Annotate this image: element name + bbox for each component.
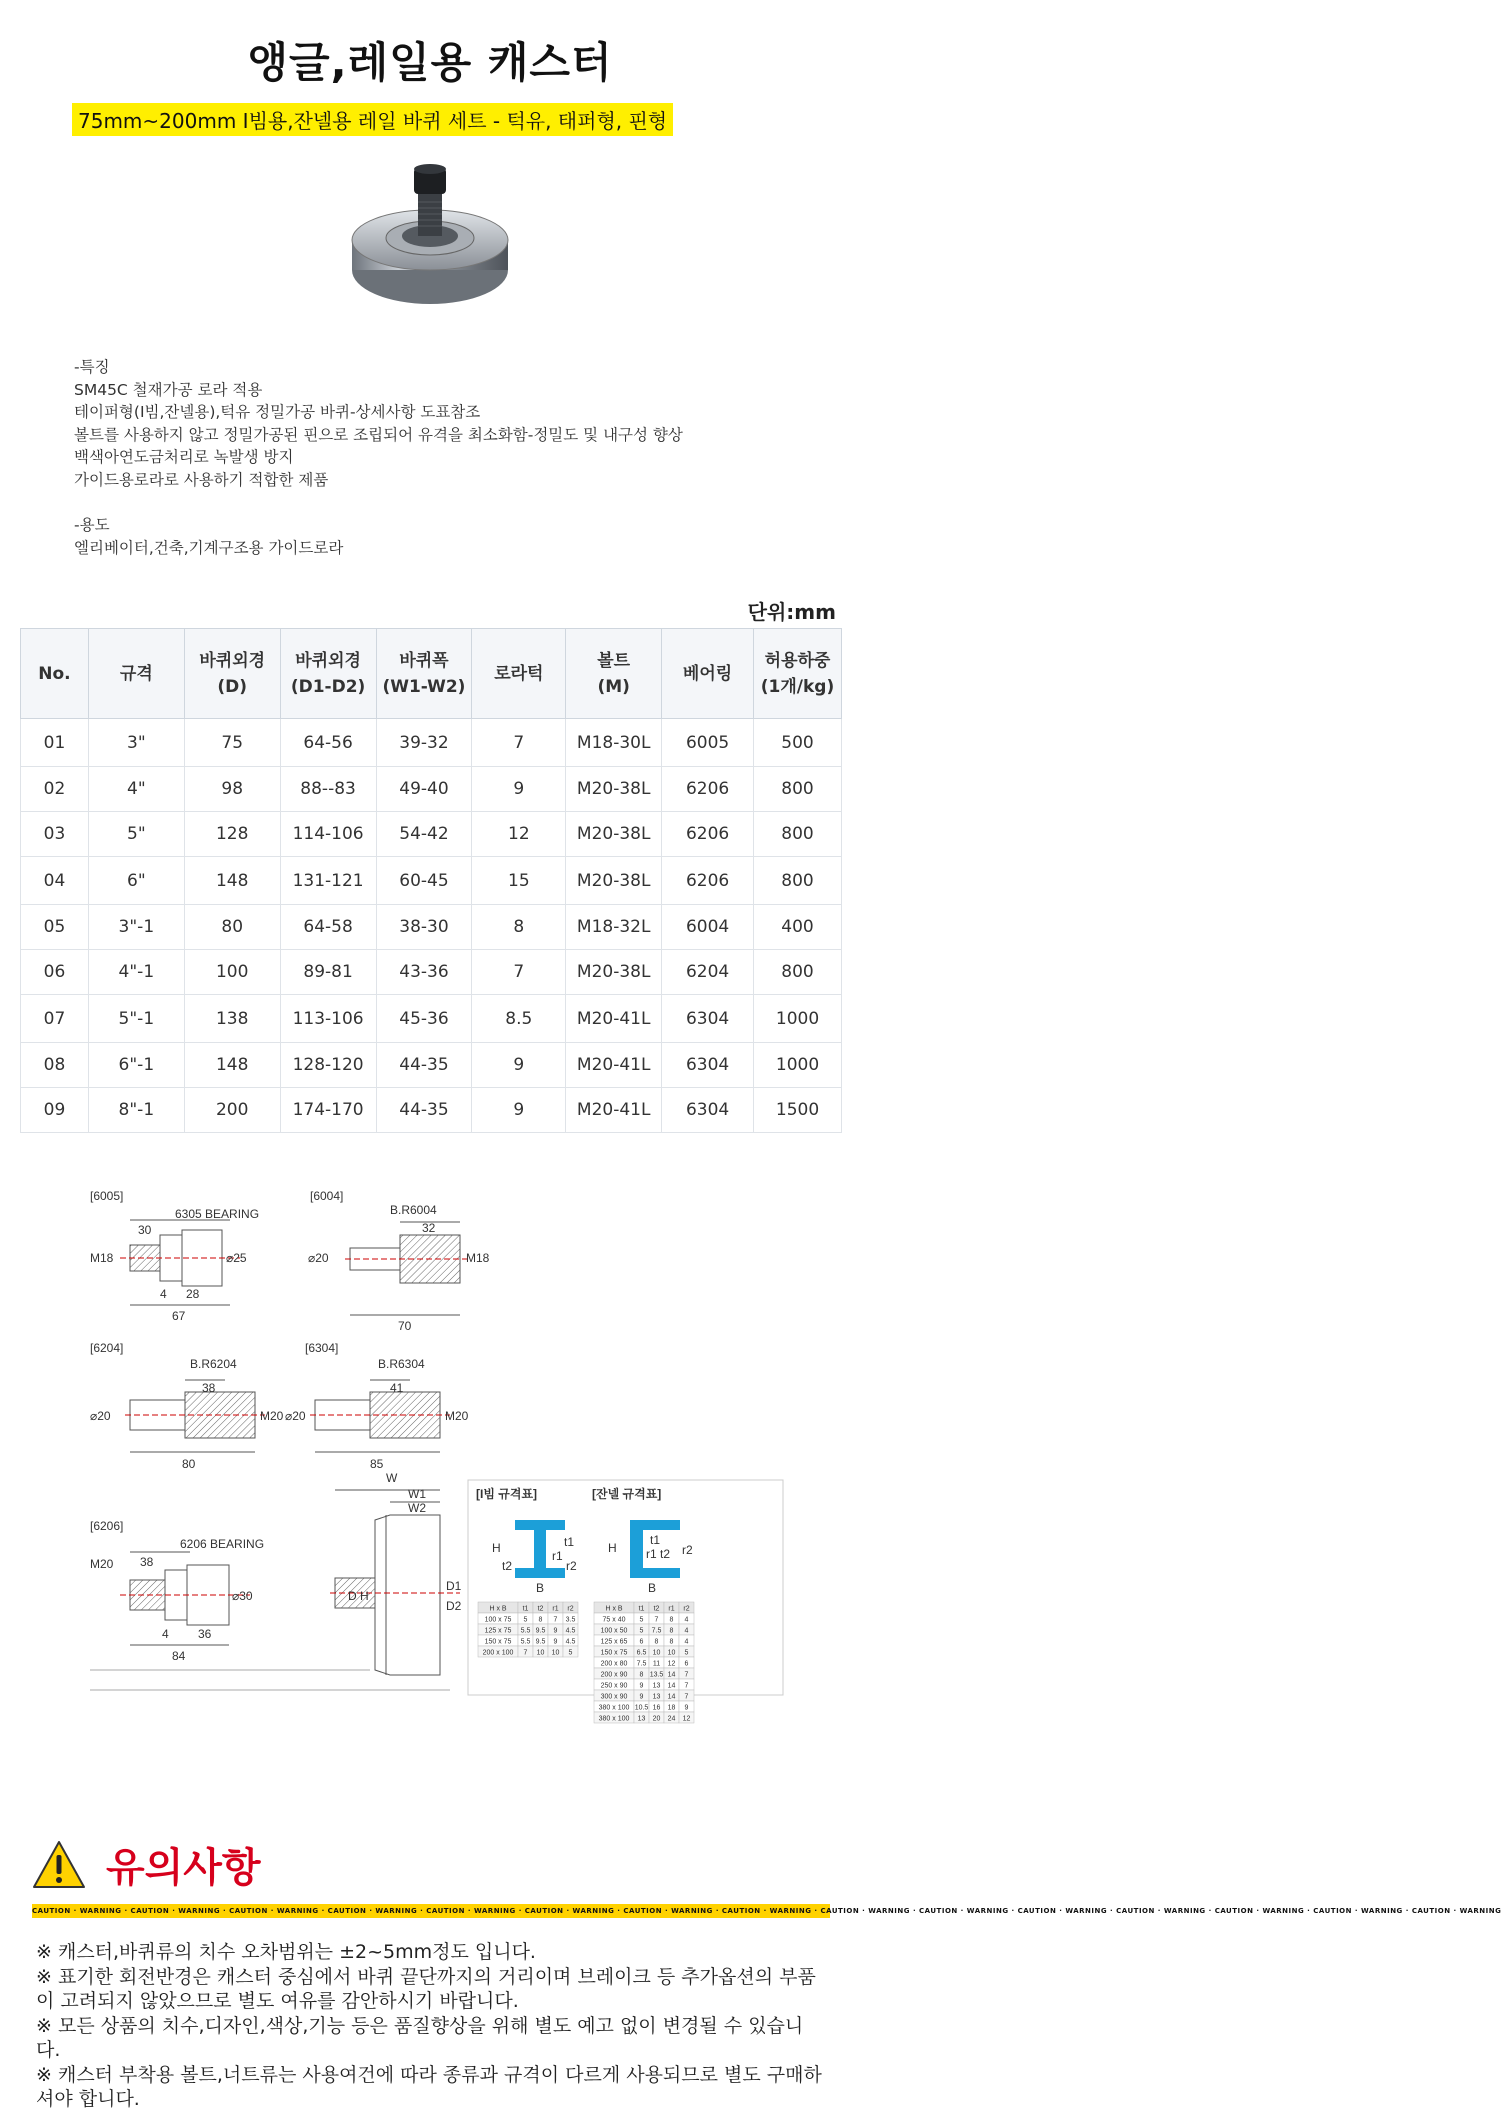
beam-table-cell: 8 (538, 1616, 543, 1624)
drawing-label: W (386, 1471, 398, 1485)
beam-table-cell: 10 (536, 1649, 545, 1657)
beam-table-cell: 5.5 (520, 1638, 531, 1646)
notice-item: ※ 모든 상품의 치수,디자인,색상,기능 등은 품질향상을 위해 별도 예고 없이 변경될 수 있습니다. (36, 2014, 804, 2061)
table-cell: 03 (21, 812, 89, 857)
usage-text: 엘리베이터,건축,기계구조용 가이드로라 (74, 538, 344, 557)
beam-table-cell: 10 (551, 1649, 560, 1657)
beam-table-cell: H x B (605, 1605, 623, 1613)
drawing-label: B.R6004 (390, 1203, 437, 1217)
table-cell: 8 (472, 905, 566, 950)
table-cell: 60-45 (376, 857, 472, 905)
table-cell: M20-38L (566, 767, 662, 812)
table-cell: 4"-1 (88, 950, 184, 995)
table-cell: 44-35 (376, 1088, 472, 1133)
channel-label-r2: r2 (682, 1543, 693, 1557)
feature-item: 백색아연도금처리로 녹발생 방지 (74, 448, 294, 467)
table-cell: 400 (754, 905, 842, 950)
beam-table-cell: 100 x 50 (600, 1627, 628, 1635)
beam-table-cell: t1 (522, 1605, 529, 1613)
table-cell: 02 (21, 767, 89, 812)
beam-table-cell: 125 x 65 (600, 1638, 628, 1646)
table-cell: 89-81 (280, 950, 376, 995)
drawing-label: 67 (172, 1309, 186, 1323)
drawing-label: [6204] (90, 1341, 124, 1355)
beam-table-cell: r1 (552, 1605, 559, 1613)
beam-table-cell: 150 x 75 (484, 1638, 512, 1646)
table-cell: 8"-1 (88, 1088, 184, 1133)
table-cell: 09 (21, 1088, 89, 1133)
table-cell: M20-38L (566, 950, 662, 995)
table-cell: 128 (184, 812, 280, 857)
table-cell: 49-40 (376, 767, 472, 812)
table-cell: 07 (21, 995, 89, 1043)
table-row (21, 1088, 842, 1133)
beam-table-cell: 5.5 (520, 1627, 531, 1635)
table-cell: 45-36 (376, 995, 472, 1043)
table-row (21, 1043, 842, 1088)
table-cell: 1000 (754, 995, 842, 1043)
beam-table-cell: 7 (684, 1671, 689, 1679)
beam-table-cell: 9 (639, 1693, 644, 1701)
beam-table-cell: 12 (682, 1715, 691, 1723)
table-cell: 39-32 (376, 719, 472, 767)
beam-table-cell: 8 (669, 1616, 674, 1624)
feature-item: 볼트를 사용하지 않고 정밀가공된 핀으로 조립되어 유격을 최소화함-정밀도 및 내구성 향상 (74, 425, 683, 444)
drawing-label: D1 (446, 1579, 462, 1593)
table-cell: M20-38L (566, 857, 662, 905)
beam-table-cell: 125 x 75 (484, 1627, 512, 1635)
table-cell: 5"-1 (88, 995, 184, 1043)
beam-table-cell: 14 (667, 1682, 676, 1690)
beam-table-cell: r2 (567, 1605, 574, 1613)
table-cell: 9 (472, 1088, 566, 1133)
beam-table-cell: 7 (684, 1693, 689, 1701)
beam-table-cell: 9 (553, 1638, 558, 1646)
beam-table-cell: 5 (639, 1616, 644, 1624)
table-cell: 800 (754, 950, 842, 995)
drawing-label: M20 (260, 1409, 284, 1423)
table-row (21, 719, 842, 767)
beam-table-cell: 13 (637, 1715, 646, 1723)
table-cell: M20-41L (566, 1043, 662, 1088)
table-row (21, 905, 842, 950)
table-cell: 15 (472, 857, 566, 905)
drawing-label: B.R6304 (378, 1357, 425, 1371)
beam-table-cell: H x B (489, 1605, 507, 1613)
table-cell: 5" (88, 812, 184, 857)
table-cell: M20-41L (566, 1088, 662, 1133)
table-cell: 114-106 (280, 812, 376, 857)
drawing-label: 4 (160, 1287, 167, 1301)
table-cell: 8.5 (472, 995, 566, 1043)
beam-table-cell: 200 x 90 (600, 1671, 628, 1679)
drawing-label: ⌀25 (226, 1251, 247, 1265)
table-cell: 12 (472, 812, 566, 857)
drawing-label: 32 (422, 1221, 436, 1235)
table-row (21, 857, 842, 905)
beam-table-cell: 7 (684, 1682, 689, 1690)
table-cell: 6206 (662, 857, 754, 905)
ibeam-label-b: B (536, 1581, 545, 1595)
table-cell: 3" (88, 719, 184, 767)
beam-table-cell: 10 (667, 1649, 676, 1657)
channel-label-b: B (648, 1581, 657, 1595)
beam-table-cell: 6.5 (636, 1649, 647, 1657)
features-section (74, 356, 683, 559)
beam-table-cell: 20 (652, 1715, 661, 1723)
drawing-label: D (348, 1589, 357, 1603)
table-cell: 148 (184, 857, 280, 905)
drawing-label: 38 (202, 1381, 216, 1395)
drawing-label: 80 (182, 1457, 196, 1471)
drawing-label: M18 (466, 1251, 490, 1265)
notice-title: 유의사항 (106, 1845, 261, 1891)
col-header: 바퀴외경 (D1-D2) (280, 629, 376, 719)
col-header: 규격 (88, 629, 184, 719)
unit-label: 단위:mm (747, 600, 836, 624)
table-cell: 100 (184, 950, 280, 995)
table-cell: 43-36 (376, 950, 472, 995)
beam-table-cell: 8 (669, 1638, 674, 1646)
product-subtitle: 75mm~200mm I빔용,잔넬용 레일 바퀴 세트 - 턱유, 태퍼형, 핀형 (72, 103, 673, 136)
beam-table-cell: 380 x 100 (598, 1704, 630, 1712)
table-cell: 200 (184, 1088, 280, 1133)
beam-table-cell: t2 (537, 1605, 544, 1613)
beam-table-cell: 9 (553, 1627, 558, 1635)
col-header: 바퀴외경 (D) (184, 629, 280, 719)
table-cell: 98 (184, 767, 280, 812)
beam-table-cell: 9 (639, 1682, 644, 1690)
beam-table-cell: 300 x 90 (600, 1693, 628, 1701)
beam-table-cell: 13.5 (649, 1671, 664, 1679)
table-cell: 6304 (662, 1043, 754, 1088)
beam-table-cell: 3.5 (565, 1616, 576, 1624)
beam-table-cell: t2 (653, 1605, 660, 1613)
table-cell: 800 (754, 857, 842, 905)
ibeam-label-t1: t1 (564, 1535, 575, 1549)
channel-title: [잔넬 규격표] (592, 1487, 662, 1501)
table-cell: 6304 (662, 995, 754, 1043)
table-cell: 1500 (754, 1088, 842, 1133)
notice-item: ※ 캐스터,바퀴류의 치수 오차범위는 ±2~5mm정도 입니다. (36, 1941, 536, 1963)
beam-table-cell: 8 (669, 1627, 674, 1635)
table-cell: 6206 (662, 812, 754, 857)
col-header: 바퀴폭 (W1-W2) (376, 629, 472, 719)
beam-table-cell: 7.5 (636, 1660, 647, 1668)
beam-table-cell: 9.5 (535, 1638, 546, 1646)
drawing-label: 41 (390, 1381, 404, 1395)
drawing-label: H (360, 1589, 369, 1603)
table-cell: 6"-1 (88, 1043, 184, 1088)
beam-table-cell: 8 (639, 1671, 644, 1679)
features-heading: -특징 (74, 358, 110, 376)
table-cell: 3"-1 (88, 905, 184, 950)
notice-list (36, 1940, 826, 2112)
beam-table-cell: 7 (553, 1616, 558, 1624)
beam-table-cell: 4 (684, 1638, 689, 1646)
drawing-label: [6206] (90, 1519, 124, 1533)
usage-heading: -용도 (74, 516, 110, 535)
table-cell: 54-42 (376, 812, 472, 857)
beam-table-cell: r2 (683, 1605, 690, 1613)
beam-table-cell: 14 (667, 1693, 676, 1701)
channel-label-h: H (608, 1541, 617, 1555)
table-cell: 88--83 (280, 767, 376, 812)
drawing-label: [6004] (310, 1189, 344, 1203)
beam-table-cell: 5 (684, 1649, 689, 1657)
drawing-label: 6305 BEARING (175, 1207, 260, 1221)
table-cell: 1000 (754, 1043, 842, 1088)
col-header: No. (21, 629, 89, 719)
drawing-label: 36 (198, 1627, 212, 1641)
table-cell: 64-58 (280, 905, 376, 950)
drawing-label: M20 (445, 1409, 469, 1423)
beam-table-cell: 14 (667, 1671, 676, 1679)
beam-table-cell: 6 (639, 1638, 644, 1646)
beam-table-cell: 4 (684, 1616, 689, 1624)
channel-label-r1: r1 (646, 1547, 657, 1561)
drawing-label: [6005] (90, 1189, 124, 1203)
beam-table-cell: 16 (652, 1704, 661, 1712)
table-cell: 4" (88, 767, 184, 812)
beam-table-cell: 7 (654, 1616, 659, 1624)
beam-table-cell: 4.5 (565, 1638, 576, 1646)
channel-label-t2: t2 (660, 1547, 671, 1561)
table-cell: 6005 (662, 719, 754, 767)
channel-label-t1: t1 (650, 1533, 661, 1547)
product-image (340, 158, 520, 318)
beam-table-cell: 9.5 (535, 1627, 546, 1635)
col-header: 볼트 (M) (566, 629, 662, 719)
caution-band: CAUTION · WARNING · CAUTION · WARNING · CAUTION · WARNING · CAUTION · WARNING · CAUTION · WARNING · CAUTION · WARNING · CAUTION · WARNING · CAUTION · WARNING · CAUTION · WARNING · CAUTION · WARNING · CAUTION · WARNING · CAUTION · WARNING · CAUTION · WARNING · CAUTION · WARNING · CAUTION · WARNING (32, 1904, 830, 1918)
notice-header (32, 1836, 261, 1893)
warning-icon (32, 1840, 86, 1890)
drawing-label: ⌀30 (232, 1589, 253, 1603)
drawing-label: ⌀20 (308, 1251, 329, 1265)
col-header: 허용하중 (1개/kg) (754, 629, 842, 719)
table-cell: 80 (184, 905, 280, 950)
table-cell: 131-121 (280, 857, 376, 905)
beam-table-cell: 13 (652, 1682, 661, 1690)
notice-item: ※ 표기한 회전반경은 캐스터 중심에서 바퀴 끝단까지의 거리이며 브레이크 등 추가옵션의 부품이 고려되지 않았으므로 별도 여유를 감안하시기 바랍니다. (36, 1965, 816, 2012)
table-cell: 75 (184, 719, 280, 767)
col-header: 베어링 (662, 629, 754, 719)
table-cell: 38-30 (376, 905, 472, 950)
drawing-label: 6206 BEARING (180, 1537, 265, 1551)
beam-table-cell: 5 (523, 1616, 528, 1624)
table-row (21, 995, 842, 1043)
table-row (21, 950, 842, 995)
drawing-label: 38 (140, 1555, 154, 1569)
beam-table-cell: 100 x 75 (484, 1616, 512, 1624)
feature-item: 테이퍼형(I빔,잔넬용),턱유 정밀가공 바퀴-상세사항 도표참조 (74, 403, 481, 422)
beam-table-cell: 18 (667, 1704, 676, 1712)
table-cell: M18-32L (566, 905, 662, 950)
table-cell: M20-41L (566, 995, 662, 1043)
beam-table-cell: 13 (652, 1693, 661, 1701)
beam-table-cell: 5 (639, 1627, 644, 1635)
page-title: 앵글,레일용 캐스터 (247, 38, 613, 87)
notice-item: ※ 캐스터 부착용 볼트,너트류는 사용여건에 따라 종류과 규격이 다르게 사용되므로 별도 구매하셔야 합니다. (36, 2063, 822, 2110)
drawing-label: 4 (162, 1627, 169, 1641)
beam-table-cell: 200 x 100 (482, 1649, 514, 1657)
beam-table-cell: 10 (652, 1649, 661, 1657)
table-cell: 64-56 (280, 719, 376, 767)
drawing-label: ⌀20 (285, 1409, 306, 1423)
beam-table-cell: 4 (684, 1627, 689, 1635)
drawing-label: D2 (446, 1599, 462, 1613)
drawing-label: 70 (398, 1319, 412, 1333)
beam-table-cell: 10.5 (634, 1704, 649, 1712)
beam-table-cell: 4.5 (565, 1627, 576, 1635)
table-cell: 6206 (662, 767, 754, 812)
technical-drawings (90, 1180, 790, 1723)
beam-table-cell: 11 (652, 1660, 661, 1668)
ibeam-label-h: H (492, 1541, 501, 1555)
drawing-label: 28 (186, 1287, 200, 1301)
beam-table-cell: 24 (667, 1715, 676, 1723)
table-cell: 06 (21, 950, 89, 995)
table-cell: 113-106 (280, 995, 376, 1043)
table-cell: 500 (754, 719, 842, 767)
ibeam-label-r2: r2 (566, 1559, 577, 1573)
table-cell: 174-170 (280, 1088, 376, 1133)
spec-table (20, 628, 842, 1133)
drawing-label: B.R6204 (190, 1357, 237, 1371)
beam-table-cell: 8 (654, 1638, 659, 1646)
table-cell: 128-120 (280, 1043, 376, 1088)
col-header: 로라턱 (472, 629, 566, 719)
beam-table-cell: t1 (638, 1605, 645, 1613)
drawing-label: M20 (90, 1557, 114, 1571)
table-cell: 44-35 (376, 1043, 472, 1088)
beam-table-cell: 380 x 100 (598, 1715, 630, 1723)
drawing-label: [6304] (305, 1341, 339, 1355)
table-cell: 6004 (662, 905, 754, 950)
beam-table-cell: 75 x 40 (602, 1616, 626, 1624)
beam-table-cell: 12 (667, 1660, 676, 1668)
ibeam-title: [I빔 규격표] (476, 1487, 538, 1501)
drawing-label: 84 (172, 1649, 186, 1663)
table-cell: 9 (472, 1043, 566, 1088)
table-cell: 148 (184, 1043, 280, 1088)
beam-table-cell: 250 x 90 (600, 1682, 628, 1690)
table-cell: 800 (754, 812, 842, 857)
table-row (21, 812, 842, 857)
ibeam-label-r1: r1 (552, 1549, 563, 1563)
drawing-label: M18 (90, 1251, 114, 1265)
table-cell: 04 (21, 857, 89, 905)
table-cell: 05 (21, 905, 89, 950)
table-cell: 6" (88, 857, 184, 905)
feature-item: SM45C 철재가공 로라 적용 (74, 380, 263, 399)
table-cell: 6304 (662, 1088, 754, 1133)
beam-table-cell: 9 (684, 1704, 689, 1712)
table-row (21, 767, 842, 812)
drawing-label: W1 (408, 1487, 426, 1501)
table-cell: 01 (21, 719, 89, 767)
beam-table-cell: r1 (668, 1605, 675, 1613)
drawing-label: 30 (138, 1223, 152, 1237)
beam-table-cell: 150 x 75 (600, 1649, 628, 1657)
table-cell: M20-38L (566, 812, 662, 857)
table-cell: 7 (472, 950, 566, 995)
table-cell: 7 (472, 719, 566, 767)
beam-table-cell: 5 (568, 1649, 573, 1657)
table-cell: 800 (754, 767, 842, 812)
beam-table-cell: 7 (523, 1649, 528, 1657)
beam-table-cell: 6 (684, 1660, 689, 1668)
feature-item: 가이드용로라로 사용하기 적합한 제품 (74, 470, 329, 489)
drawing-label: ⌀20 (90, 1409, 111, 1423)
table-cell: 9 (472, 767, 566, 812)
beam-table-cell: 200 x 80 (600, 1660, 628, 1668)
spec-table-header (21, 629, 842, 719)
table-cell: 6204 (662, 950, 754, 995)
beam-table-cell: 7.5 (651, 1627, 662, 1635)
drawing-label: 85 (370, 1457, 384, 1471)
drawing-label: W2 (408, 1501, 426, 1515)
table-cell: 08 (21, 1043, 89, 1088)
ibeam-label-t2: t2 (502, 1559, 513, 1573)
table-cell: M18-30L (566, 719, 662, 767)
table-cell: 138 (184, 995, 280, 1043)
